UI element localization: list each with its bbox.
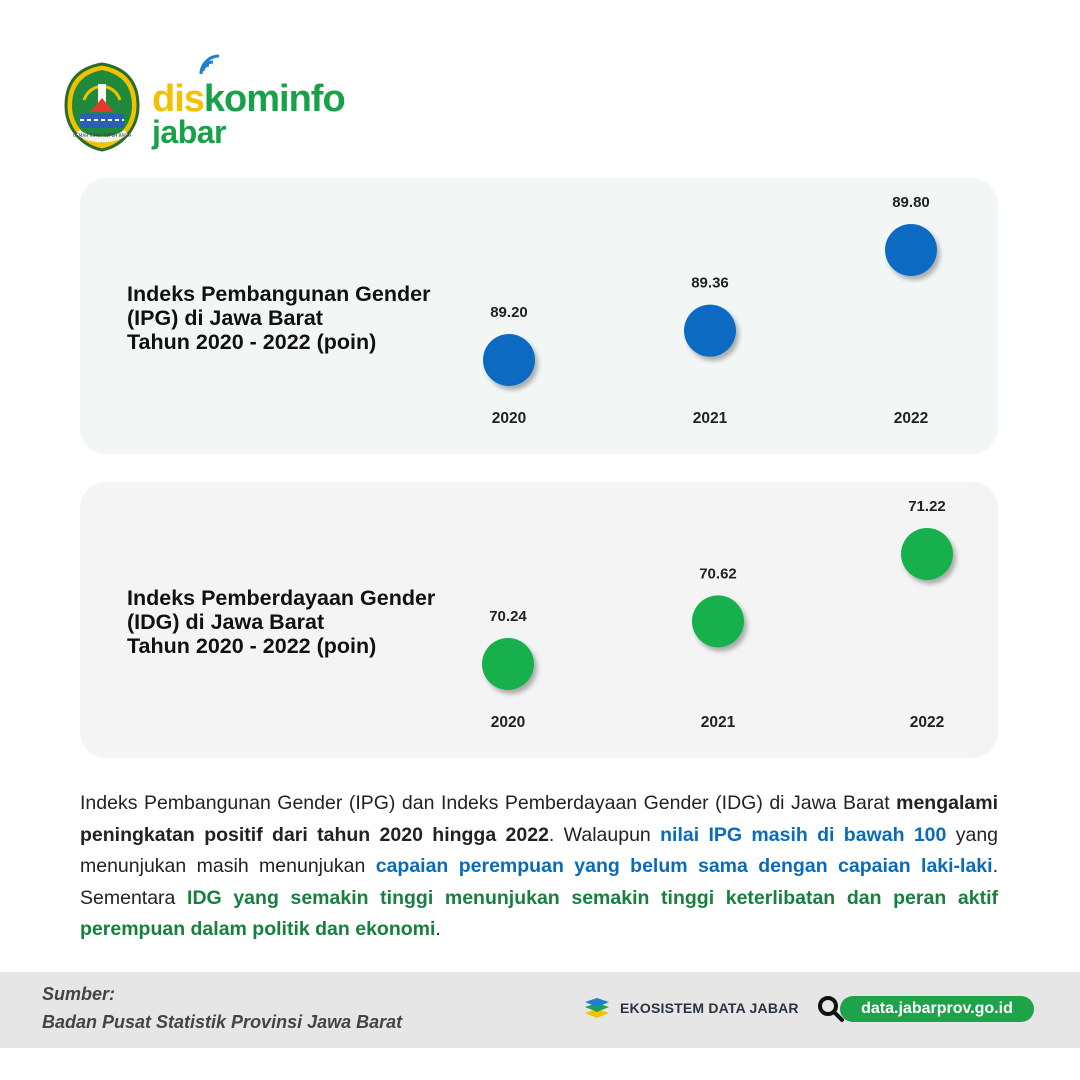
idg-point xyxy=(482,638,534,690)
para-text: . Sementara xyxy=(80,855,998,909)
idg-data-label: 70.24 xyxy=(489,608,527,625)
ipg-chart xyxy=(80,178,998,454)
ipg-point xyxy=(885,224,937,276)
website-link[interactable]: data.jabarprov.go.id xyxy=(840,996,1034,1022)
idg-chart xyxy=(80,482,998,758)
ecosystem-badge xyxy=(584,996,799,1020)
brand-part2: kominfo xyxy=(203,78,345,120)
source-label: Sumber: xyxy=(42,984,116,1004)
idg-point xyxy=(692,595,744,647)
west-java-seal-logo xyxy=(64,62,140,152)
idg-x-tick-label: 2021 xyxy=(700,714,736,731)
ipg-title-line: Tahun 2020 - 2022 (poin) xyxy=(127,330,377,354)
source-value: Badan Pusat Statistik Provinsi Jawa Barat xyxy=(42,1012,403,1032)
para-highlight-blue: capaian perempuan yang belum sama dengan capaian laki-laki xyxy=(375,855,993,877)
idg-title-line: Indeks Pemberdayaan Gender xyxy=(127,586,436,610)
para-highlight-green: IDG yang semakin tinggi menunjukan semakin tinggi keterlibatan dan peran aktif perempuan dalam politik dan ekonomi xyxy=(80,886,998,940)
idg-data-label: 70.62 xyxy=(699,565,737,583)
brand-logo xyxy=(152,80,345,148)
para-text: yang menunjukan masih menunjukan xyxy=(80,823,999,877)
ipg-data-label: 89.80 xyxy=(892,194,930,211)
ecosystem-label: EKOSISTEM DATA JABAR xyxy=(620,1000,799,1016)
wifi-icon xyxy=(198,54,222,76)
footer xyxy=(0,972,1080,1048)
ipg-point xyxy=(483,334,535,386)
idg-data-label: 71.22 xyxy=(908,498,946,515)
ipg-title-line: Indeks Pembangunan Gender xyxy=(127,282,431,306)
ipg-panel xyxy=(80,178,998,454)
ipg-point xyxy=(684,305,736,357)
ipg-x-tick-label: 2021 xyxy=(692,410,728,427)
idg-x-tick-label: 2020 xyxy=(490,714,526,731)
idg-point xyxy=(901,528,953,580)
para-text: . xyxy=(435,918,441,940)
brand-part1: dis xyxy=(152,78,204,120)
ipg-x-tick-label: 2022 xyxy=(893,410,929,427)
summary-paragraph xyxy=(80,788,998,946)
ipg-data-label: 89.20 xyxy=(490,304,528,321)
layers-icon xyxy=(584,997,610,1019)
brand-sub: jabar xyxy=(152,114,226,150)
header xyxy=(64,62,384,154)
para-text: Indeks Pembangunan Gender (IPG) dan Indeks Pemberdayaan Gender (IDG) di Jawa Barat xyxy=(80,792,897,814)
para-text: . Walaupun xyxy=(548,823,661,846)
para-highlight-blue: nilai IPG masih di bawah 100 xyxy=(660,823,947,846)
idg-title-line: Tahun 2020 - 2022 (poin) xyxy=(127,634,377,658)
ipg-x-tick-label: 2020 xyxy=(491,410,527,427)
idg-title-line: (IDG) di Jawa Barat xyxy=(127,610,325,634)
para-bold: mengalami peningkatan positif dari tahun 2020 hingga 2022 xyxy=(80,792,998,846)
ipg-title-line: (IPG) di Jawa Barat xyxy=(127,306,323,330)
idg-x-tick-label: 2022 xyxy=(909,714,945,731)
idg-panel xyxy=(80,482,998,758)
ipg-data-label: 89.36 xyxy=(691,274,729,292)
seal-motto: GEMAH RIPAH REPEH RAPIH xyxy=(72,133,132,138)
